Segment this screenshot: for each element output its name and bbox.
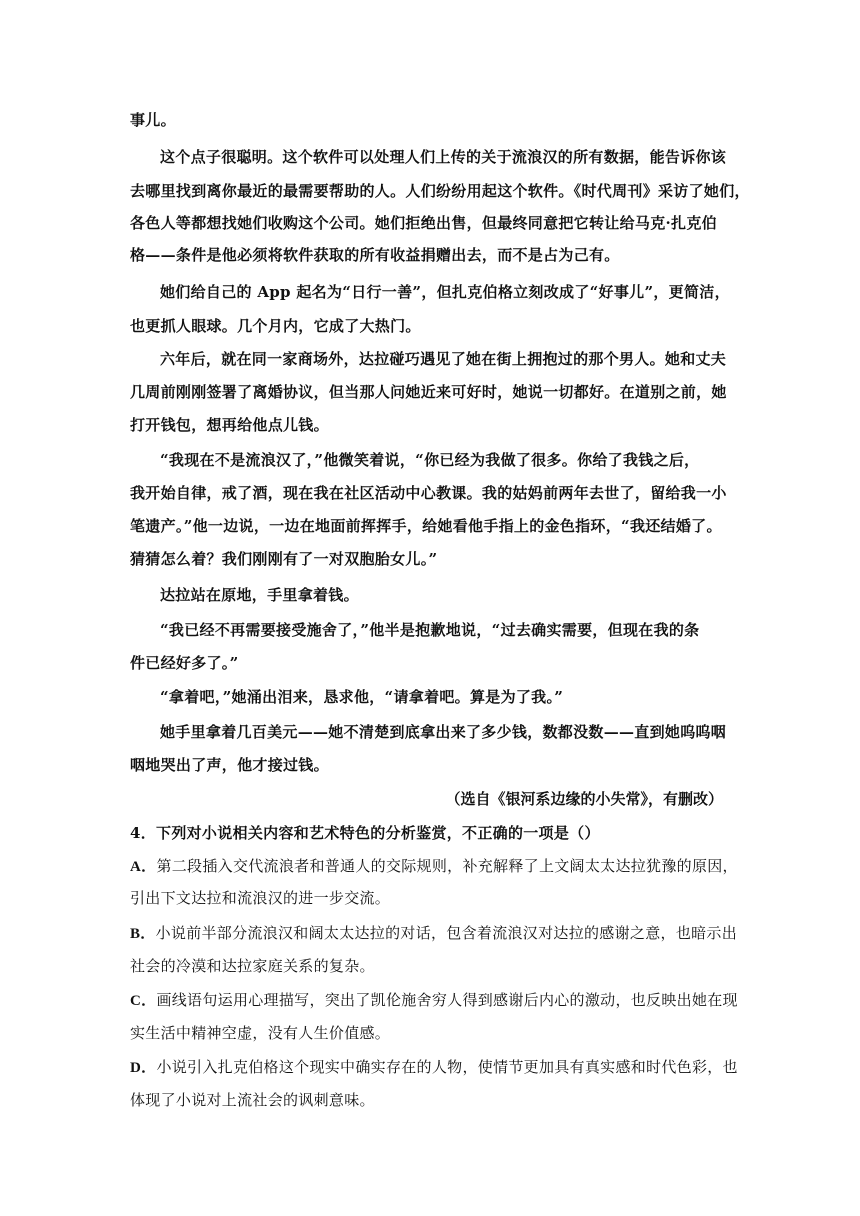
- story-line: 我开始自律，戒了酒，现在我在社区活动中心教课。我的姑妈前两年去世了，留给我一小: [130, 484, 727, 502]
- source-citation: （选自《银河系边缘的小失常》，有删改）: [445, 790, 723, 808]
- story-line: “我现在不是流浪汉了，”他微笑着说，“你已经为我做了很多。你给了我钱之后，: [160, 451, 700, 469]
- story-line: “拿着吧，”她涌出泪来，恳求他，“请拿着吧。算是为了我。”: [160, 688, 564, 706]
- story-line: “我已经不再需要接受施舍了，”他半是抱歉地说，“过去确实需要，但现在我的条: [160, 621, 700, 639]
- story-line: 各色人等都想找她们收购这个公司。她们拒绝出售，但最终同意把它转让给马克·扎克伯: [130, 214, 717, 232]
- option-text: 画线语句运用心理描写，突出了凯伦施舍穷人得到感谢后内心的激动，也反映出她在现: [156, 991, 738, 1009]
- story-line: 她们给自己的 App 起名为“日行一善”，但扎克伯格立刻改成了“好事儿”，更简洁，: [160, 283, 730, 301]
- option-a[interactable]: [130, 856, 738, 877]
- story-line: 件已经好多了。”: [130, 654, 239, 672]
- option-text: 小说前半部分流浪汉和阔太太达拉的对话，包含着流浪汉对达拉的感谢之意，也暗示出: [155, 924, 738, 942]
- option-b[interactable]: [130, 923, 738, 944]
- story-line: 咽地哭出了声，他才接过钱。: [130, 756, 329, 774]
- story-line: 猜猜怎么着？我们刚刚有了一对双胞胎女儿。”: [130, 550, 438, 568]
- option-b-continued: 社会的冷漠和达拉家庭关系的复杂。: [130, 957, 375, 975]
- story-line: 打开钱包，想再给他点儿钱。: [130, 416, 329, 434]
- option-text: 第二段插入交代流浪者和普通人的交际规则，补充解释了上文阔太太达拉犹豫的原因，: [156, 857, 738, 875]
- story-line: 格——条件是他必须将软件获取的所有收益捐赠出去，而不是占为己有。: [130, 246, 620, 264]
- option-c-continued: 实生活中精神空虚，没有人生价值感。: [130, 1024, 391, 1042]
- story-line: 笔遗产。”他一边说，一边在地面前挥挥手，给她看他手指上的金色指环，“我还结婚了。: [130, 517, 722, 535]
- story-line: 她手里拿着几百美元——她不清楚到底拿出来了多少钱，数都没数——直到她呜呜咽: [160, 723, 727, 741]
- option-letter: B．: [130, 926, 156, 942]
- option-d[interactable]: [130, 1057, 738, 1078]
- story-line: 几周前刚刚签署了离婚协议，但当那人问她近来可好时，她说一切都好。在道别之前，她: [130, 383, 727, 401]
- story-line: 六年后，就在同一家商场外，达拉碰巧遇见了她在街上拥抱过的那个男人。她和丈夫: [160, 350, 727, 368]
- story-line: 也更抓人眼球。几个月内，它成了大热门。: [130, 317, 421, 335]
- option-letter: A．: [130, 859, 157, 875]
- option-text: 小说引入扎克伯格这个现实中确实存在的人物，使情节更加具有真实感和时代色彩，也: [156, 1058, 738, 1076]
- story-line: 达拉站在原地，手里拿着钱。: [160, 586, 359, 604]
- story-line: 这个点子很聪明。这个软件可以处理人们上传的关于流浪汉的所有数据，能告诉你该: [160, 148, 727, 166]
- story-line: 事儿。: [130, 111, 176, 129]
- question-stem: 4．下列对小说相关内容和艺术特色的分析鉴赏，不正确的一项是（）: [130, 824, 600, 842]
- story-line: 去哪里找到离你最近的最需要帮助的人。人们纷纷用起这个软件。《时代周刊》采访了她们，: [130, 182, 750, 200]
- option-letter: D．: [130, 1060, 157, 1076]
- option-d-continued: 体现了小说对上流社会的讽刺意味。: [130, 1091, 375, 1109]
- option-a-continued: 引出下文达拉和流浪汉的进一步交流。: [130, 889, 391, 907]
- option-c[interactable]: [130, 990, 738, 1011]
- option-letter: C．: [130, 993, 157, 1009]
